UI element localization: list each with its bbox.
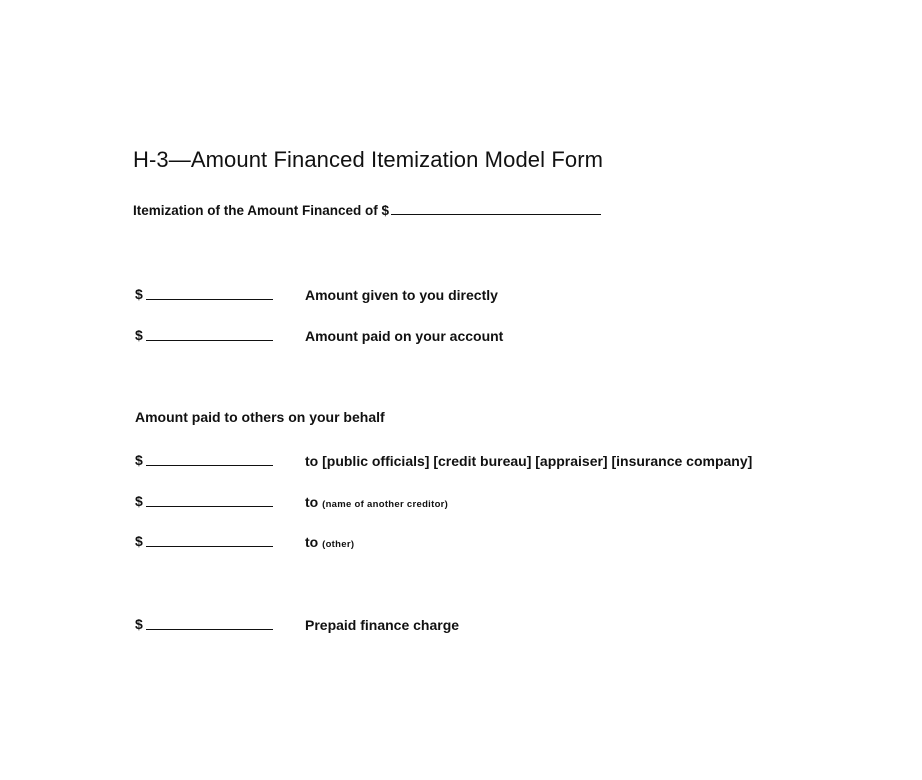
- dollar-sign: $: [135, 533, 143, 549]
- amount-financed-field[interactable]: [391, 202, 601, 215]
- dollar-sign: $: [135, 493, 143, 509]
- others-section-heading: Amount paid to others on your behalf: [135, 409, 385, 425]
- line-item-label: [305, 534, 354, 550]
- page-title: H-3—Amount Financed Itemization Model Form: [133, 147, 604, 172]
- amount-blank-paid-account[interactable]: [146, 340, 273, 341]
- creditor-note: (name of another creditor): [322, 499, 449, 510]
- line-item-label: Amount given to you directly: [305, 287, 498, 303]
- payee-options: [public officials] [credit bureau] [appraiser] [insurance company]: [322, 453, 753, 469]
- amount-blank-another-creditor[interactable]: [146, 506, 273, 507]
- line-item-label: [305, 494, 448, 510]
- to-prefix: to: [305, 534, 319, 550]
- line-item-label: [305, 453, 752, 469]
- amount-blank-other[interactable]: [146, 546, 273, 547]
- line-item-label: Prepaid finance charge: [305, 617, 460, 633]
- dollar-sign: $: [135, 616, 143, 632]
- to-prefix: to: [305, 453, 319, 469]
- other-note: (other): [322, 539, 355, 550]
- dollar-sign: $: [135, 327, 143, 343]
- line-item-label: Amount paid on your account: [305, 328, 504, 344]
- dollar-sign: $: [135, 452, 143, 468]
- amount-blank-given-directly[interactable]: [146, 299, 273, 300]
- itemization-intro-text: Itemization of the Amount Financed of $: [133, 203, 389, 218]
- itemization-intro: [133, 202, 601, 218]
- to-prefix: to: [305, 494, 319, 510]
- amount-blank-public-officials[interactable]: [146, 465, 273, 466]
- amount-blank-prepaid-finance-charge[interactable]: [146, 629, 273, 630]
- dollar-sign: $: [135, 286, 143, 302]
